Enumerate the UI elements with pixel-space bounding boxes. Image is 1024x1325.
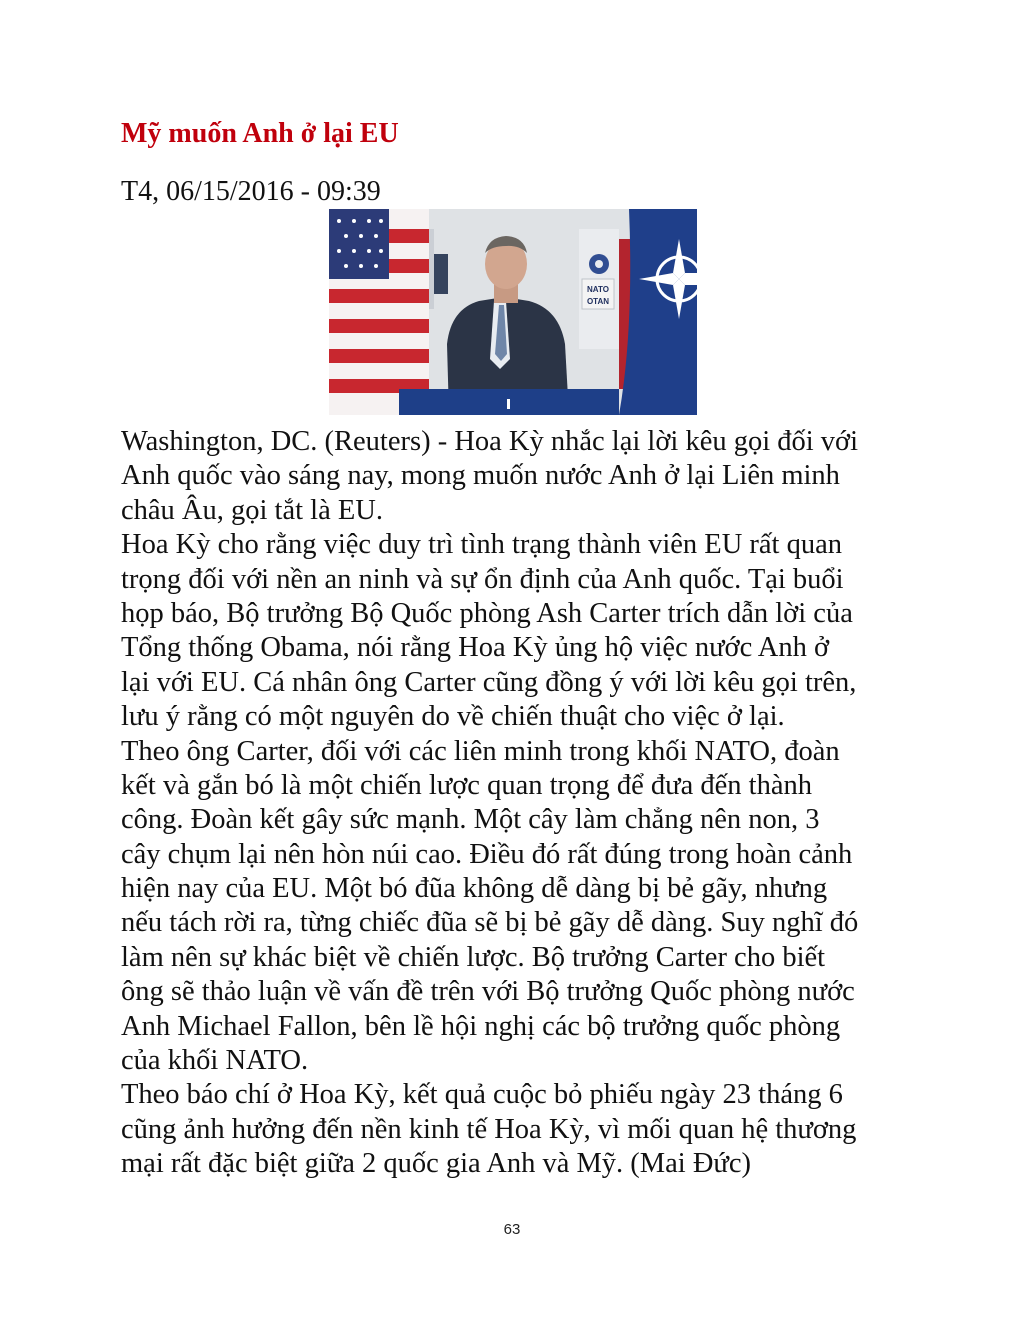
svg-text:NATO: NATO (587, 285, 609, 294)
podium (399, 389, 619, 415)
body-line: hiện nay của EU. Một bó đũa không dễ dàng bị bẻ gãy, nhưng (121, 873, 828, 905)
page-number: 63 (503, 1221, 521, 1238)
body-line: lại với EU. Cá nhân ông Carter cũng đồng ý với lời kêu gọi trên, (121, 666, 857, 698)
article-photo (329, 209, 697, 415)
body-line: Anh quốc vào sáng nay, mong muốn nước Anh ở lại Liên minh (121, 460, 840, 492)
us-flag (329, 209, 429, 415)
article-title: Mỹ muốn Anh ở lại EU (121, 118, 399, 149)
body-line: mại rất đặc biệt giữa 2 quốc gia Anh và Mỹ. (Mai Đức) (121, 1148, 752, 1180)
body-line: nếu tách rời ra, từng chiếc đũa sẽ bị bẻ gãy dễ dàng. Suy nghĩ đó (121, 907, 859, 939)
body-line: làm nên sự khác biệt về chiến lược. Bộ trưởng Carter cho biết (121, 941, 826, 973)
article-date: T4, 06/15/2016 - 09:39 (121, 176, 381, 207)
body-line: cũng ảnh hưởng đến nền kinh tế Hoa Kỳ, vì mối quan hệ thương (121, 1113, 857, 1145)
body-line: kết và gắn bó là một chiến lược quan trọng để đưa đến thành (121, 769, 812, 801)
body-line: trọng đối với nền an ninh và sự ổn định của Anh quốc. Tại buổi (121, 563, 844, 595)
nato-flag (619, 209, 697, 415)
body-line: công. Đoàn kết gây sức mạnh. Một cây làm chẳng nên non, 3 (121, 804, 820, 836)
body-line: Theo báo chí ở Hoa Kỳ, kết quả cuộc bỏ phiếu ngày 23 tháng 6 (121, 1079, 843, 1111)
body-line: Anh Michael Fallon, bên lề hội nghị các bộ trưởng quốc phòng (121, 1010, 841, 1042)
body-line: Hoa Kỳ cho rằng việc duy trì tình trạng thành viên EU rất quan (121, 529, 843, 561)
body-line: Tổng thống Obama, nói rằng Hoa Kỳ ủng hộ việc nước Anh ở (121, 632, 830, 664)
body-line: cây chụm lại nên hòn núi cao. Điều đó rất đúng trong hoàn cảnh (121, 838, 853, 870)
nato-sign (582, 279, 614, 309)
body-line: Washington, DC. (Reuters) - Hoa Kỳ nhắc lại lời kêu gọi đối với (121, 426, 859, 457)
svg-text:OTAN: OTAN (586, 297, 610, 306)
body-line: châu Âu, gọi tắt là EU. (121, 494, 383, 526)
body-line: Theo ông Carter, đối với các liên minh trong khối NATO, đoàn (121, 735, 840, 767)
body-line: ông sẽ thảo luận về vấn đề trên với Bộ trưởng Quốc phòng nước (121, 976, 855, 1008)
body-line: của khối NATO. (121, 1045, 309, 1077)
article-body (121, 425, 911, 1182)
body-line: họp báo, Bộ trưởng Bộ Quốc phòng Ash Carter trích dẫn lời của (121, 597, 853, 629)
body-line: lưu ý rằng có một nguyên do về chiến thuật cho việc ở lại. (121, 701, 785, 733)
